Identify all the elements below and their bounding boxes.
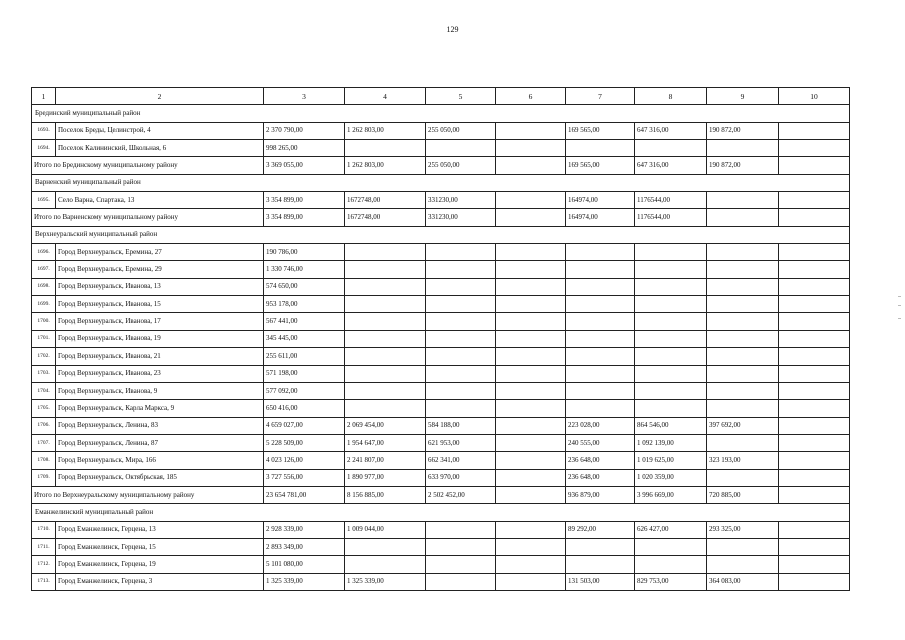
scan-mark (898, 296, 901, 297)
amount-cell: 345 445,00 (264, 330, 345, 347)
amount-cell: 577 092,00 (264, 382, 345, 399)
table-row (32, 261, 850, 278)
amount-cell (345, 244, 426, 261)
amount-cell (779, 469, 850, 486)
amount-cell (345, 382, 426, 399)
amount-cell (496, 157, 566, 174)
amount-cell (707, 538, 779, 555)
amount-cell: 1176544,00 (635, 209, 707, 226)
column-header: 3 (264, 88, 345, 105)
table-row (32, 556, 850, 573)
amount-cell: 1672748,00 (345, 192, 426, 209)
address-cell: Город Еманжелинск, Герцена, 13 (56, 521, 264, 538)
column-header: 2 (56, 88, 264, 105)
amount-cell (779, 348, 850, 365)
amount-cell: 255 050,00 (426, 157, 496, 174)
amount-cell (635, 330, 707, 347)
amount-cell (496, 209, 566, 226)
address-cell: Город Еманжелинск, Герцена, 19 (56, 556, 264, 573)
amount-cell (426, 400, 496, 417)
amount-cell: 1 325 339,00 (264, 573, 345, 590)
table-row (32, 122, 850, 139)
amount-cell: 2 241 807,00 (345, 452, 426, 469)
amount-cell (635, 244, 707, 261)
amount-cell (779, 434, 850, 451)
amount-cell (496, 469, 566, 486)
amount-cell: 4 659 027,00 (264, 417, 345, 434)
amount-cell (779, 365, 850, 382)
amount-cell (707, 382, 779, 399)
scan-mark (898, 305, 901, 306)
amount-cell (707, 330, 779, 347)
budget-table (31, 87, 850, 591)
table-row (32, 244, 850, 261)
amount-cell: 1 954 647,00 (345, 434, 426, 451)
amount-cell: 190 786,00 (264, 244, 345, 261)
address-cell: Город Верхнеуральск, Карла Маркса, 9 (56, 400, 264, 417)
amount-cell (566, 556, 635, 573)
amount-cell (635, 296, 707, 313)
amount-cell: 240 555,00 (566, 434, 635, 451)
amount-cell (779, 140, 850, 157)
amount-cell: 364 083,00 (707, 573, 779, 590)
amount-cell (426, 278, 496, 295)
row-number: 1696. (32, 244, 56, 261)
amount-cell (426, 261, 496, 278)
row-number: 1712. (32, 556, 56, 573)
amount-cell (707, 278, 779, 295)
amount-cell: 936 879,00 (566, 486, 635, 503)
table-row (32, 313, 850, 330)
amount-cell (496, 296, 566, 313)
amount-cell: 5 228 509,00 (264, 434, 345, 451)
amount-cell (779, 452, 850, 469)
amount-cell (496, 521, 566, 538)
amount-cell: 567 441,00 (264, 313, 345, 330)
address-cell: Поселок Калининский, Школьная, 6 (56, 140, 264, 157)
column-header: 8 (635, 88, 707, 105)
page-number: 129 (446, 25, 459, 34)
column-header: 9 (707, 88, 779, 105)
amount-cell (707, 400, 779, 417)
scan-mark (898, 318, 901, 319)
column-header: 1 (32, 88, 56, 105)
amount-cell (496, 261, 566, 278)
row-number: 1697. (32, 261, 56, 278)
column-header: 10 (779, 88, 850, 105)
table-row (32, 469, 850, 486)
amount-cell (779, 400, 850, 417)
amount-cell (426, 365, 496, 382)
amount-cell (707, 556, 779, 573)
address-cell: Город Верхнеуральск, Иванова, 21 (56, 348, 264, 365)
amount-cell: 23 654 781,00 (264, 486, 345, 503)
amount-cell: 223 028,00 (566, 417, 635, 434)
column-header: 4 (345, 88, 426, 105)
amount-cell (426, 244, 496, 261)
amount-cell (566, 382, 635, 399)
amount-cell (779, 122, 850, 139)
address-cell: Город Верхнеуральск, Ленина, 83 (56, 417, 264, 434)
amount-cell: 190 872,00 (707, 157, 779, 174)
amount-cell: 293 325,00 (707, 521, 779, 538)
row-number: 1703. (32, 365, 56, 382)
address-cell: Село Варна, Спартака, 13 (56, 192, 264, 209)
amount-cell (635, 538, 707, 555)
amount-cell (635, 140, 707, 157)
amount-cell: 633 970,00 (426, 469, 496, 486)
amount-cell (496, 382, 566, 399)
row-number: 1709. (32, 469, 56, 486)
amount-cell: 650 416,00 (264, 400, 345, 417)
amount-cell (779, 313, 850, 330)
row-number: 1694. (32, 140, 56, 157)
amount-cell: 3 354 899,00 (264, 192, 345, 209)
total-label: Итого по Варненскому муниципальному району (32, 209, 264, 226)
amount-cell (345, 140, 426, 157)
amount-cell (566, 261, 635, 278)
amount-cell (496, 244, 566, 261)
address-cell: Город Верхнеуральск, Иванова, 23 (56, 365, 264, 382)
amount-cell (345, 556, 426, 573)
amount-cell (779, 382, 850, 399)
amount-cell (426, 313, 496, 330)
amount-cell: 89 292,00 (566, 521, 635, 538)
amount-cell (426, 140, 496, 157)
amount-cell (345, 278, 426, 295)
amount-cell (707, 192, 779, 209)
table-row (32, 348, 850, 365)
row-number: 1695. (32, 192, 56, 209)
amount-cell: 1 325 339,00 (345, 573, 426, 590)
amount-cell: 164974,00 (566, 209, 635, 226)
amount-cell (345, 365, 426, 382)
section-title: Брединский муниципальный район (32, 105, 850, 122)
amount-cell (635, 382, 707, 399)
amount-cell (635, 313, 707, 330)
amount-cell (566, 400, 635, 417)
amount-cell: 397 692,00 (707, 417, 779, 434)
total-label: Итого по Верхнеуральскому муниципальному району (32, 486, 264, 503)
amount-cell (779, 296, 850, 313)
amount-cell: 1176544,00 (635, 192, 707, 209)
amount-cell (496, 122, 566, 139)
amount-cell: 3 369 055,00 (264, 157, 345, 174)
address-cell: Город Верхнеуральск, Октябрьская, 185 (56, 469, 264, 486)
row-number: 1710. (32, 521, 56, 538)
amount-cell: 3 996 669,00 (635, 486, 707, 503)
amount-cell: 2 069 454,00 (345, 417, 426, 434)
section-row (32, 504, 850, 521)
amount-cell (496, 573, 566, 590)
amount-cell (779, 573, 850, 590)
amount-cell: 236 648,00 (566, 469, 635, 486)
amount-cell: 2 928 339,00 (264, 521, 345, 538)
amount-cell (496, 434, 566, 451)
amount-cell (345, 296, 426, 313)
amount-cell: 584 188,00 (426, 417, 496, 434)
row-number: 1711. (32, 538, 56, 555)
table-row (32, 382, 850, 399)
amount-cell: 331230,00 (426, 192, 496, 209)
row-number: 1708. (32, 452, 56, 469)
amount-cell (779, 521, 850, 538)
amount-cell: 1 092 139,00 (635, 434, 707, 451)
amount-cell (496, 192, 566, 209)
amount-cell (635, 278, 707, 295)
amount-cell: 571 198,00 (264, 365, 345, 382)
amount-cell (496, 400, 566, 417)
amount-cell: 131 503,00 (566, 573, 635, 590)
table-row (32, 573, 850, 590)
table-row (32, 452, 850, 469)
amount-cell: 2 893 349,00 (264, 538, 345, 555)
amount-cell: 255 611,00 (264, 348, 345, 365)
amount-cell (566, 140, 635, 157)
amount-cell (635, 556, 707, 573)
amount-cell (496, 313, 566, 330)
amount-cell (496, 452, 566, 469)
amount-cell (779, 157, 850, 174)
address-cell: Город Верхнеуральск, Иванова, 9 (56, 382, 264, 399)
column-header: 7 (566, 88, 635, 105)
table-row (32, 140, 850, 157)
amount-cell: 953 178,00 (264, 296, 345, 313)
amount-cell: 647 316,00 (635, 157, 707, 174)
amount-cell: 4 023 126,00 (264, 452, 345, 469)
section-title: Варненский муниципальный район (32, 174, 850, 191)
row-number: 1707. (32, 434, 56, 451)
table-row (32, 296, 850, 313)
amount-cell (426, 573, 496, 590)
amount-cell: 864 546,00 (635, 417, 707, 434)
total-row (32, 486, 850, 503)
amount-cell: 1672748,00 (345, 209, 426, 226)
amount-cell (779, 538, 850, 555)
amount-cell (566, 538, 635, 555)
amount-cell (707, 348, 779, 365)
amount-cell (707, 261, 779, 278)
amount-cell: 626 427,00 (635, 521, 707, 538)
address-cell: Город Верхнеуральск, Еремина, 29 (56, 261, 264, 278)
amount-cell: 164974,00 (566, 192, 635, 209)
amount-cell (779, 192, 850, 209)
row-number: 1713. (32, 573, 56, 590)
amount-cell (635, 348, 707, 365)
amount-cell (779, 486, 850, 503)
amount-cell (779, 330, 850, 347)
amount-cell (707, 365, 779, 382)
amount-cell: 1 009 044,00 (345, 521, 426, 538)
amount-cell: 1 890 977,00 (345, 469, 426, 486)
row-number: 1705. (32, 400, 56, 417)
address-cell: Город Верхнеуральск, Иванова, 17 (56, 313, 264, 330)
amount-cell (707, 209, 779, 226)
amount-cell: 169 565,00 (566, 157, 635, 174)
amount-cell: 1 020 359,00 (635, 469, 707, 486)
address-cell: Город Верхнеуральск, Еремина, 27 (56, 244, 264, 261)
amount-cell (426, 330, 496, 347)
amount-cell (635, 261, 707, 278)
amount-cell (496, 538, 566, 555)
amount-cell (707, 434, 779, 451)
amount-cell: 3 354 899,00 (264, 209, 345, 226)
total-row (32, 209, 850, 226)
amount-cell (496, 140, 566, 157)
amount-cell (707, 313, 779, 330)
address-cell: Город Верхнеуральск, Иванова, 13 (56, 278, 264, 295)
amount-cell (566, 365, 635, 382)
amount-cell (426, 296, 496, 313)
amount-cell (635, 400, 707, 417)
address-cell: Город Верхнеуральск, Ленина, 87 (56, 434, 264, 451)
amount-cell (779, 209, 850, 226)
amount-cell: 323 193,00 (707, 452, 779, 469)
amount-cell (426, 521, 496, 538)
row-number: 1699. (32, 296, 56, 313)
amount-cell: 8 156 885,00 (345, 486, 426, 503)
address-cell: Город Верхнеуральск, Иванова, 19 (56, 330, 264, 347)
amount-cell (566, 244, 635, 261)
table-row (32, 400, 850, 417)
table-row (32, 538, 850, 555)
amount-cell: 662 341,00 (426, 452, 496, 469)
amount-cell (779, 278, 850, 295)
column-header: 5 (426, 88, 496, 105)
amount-cell: 2 370 790,00 (264, 122, 345, 139)
header-row (32, 88, 850, 105)
amount-cell: 236 648,00 (566, 452, 635, 469)
amount-cell (345, 538, 426, 555)
amount-cell: 5 101 080,00 (264, 556, 345, 573)
address-cell: Город Верхнеуральск, Мира, 166 (56, 452, 264, 469)
row-number: 1693. (32, 122, 56, 139)
amount-cell (496, 330, 566, 347)
amount-cell (779, 244, 850, 261)
amount-cell: 574 650,00 (264, 278, 345, 295)
amount-cell (496, 278, 566, 295)
row-number: 1704. (32, 382, 56, 399)
amount-cell (496, 417, 566, 434)
amount-cell (496, 556, 566, 573)
row-number: 1702. (32, 348, 56, 365)
amount-cell (566, 296, 635, 313)
table-row (32, 365, 850, 382)
address-cell: Город Еманжелинск, Герцена, 3 (56, 573, 264, 590)
amount-cell (496, 486, 566, 503)
amount-cell (426, 538, 496, 555)
row-number: 1706. (32, 417, 56, 434)
amount-cell (566, 330, 635, 347)
table-row (32, 417, 850, 434)
amount-cell: 720 885,00 (707, 486, 779, 503)
amount-cell: 190 872,00 (707, 122, 779, 139)
table-row (32, 278, 850, 295)
amount-cell: 169 565,00 (566, 122, 635, 139)
amount-cell (707, 469, 779, 486)
amount-cell (345, 348, 426, 365)
row-number: 1698. (32, 278, 56, 295)
amount-cell (345, 330, 426, 347)
amount-cell: 1 262 803,00 (345, 122, 426, 139)
amount-cell: 255 050,00 (426, 122, 496, 139)
amount-cell (496, 348, 566, 365)
amount-cell: 1 262 803,00 (345, 157, 426, 174)
amount-cell: 647 316,00 (635, 122, 707, 139)
amount-cell (566, 348, 635, 365)
total-label: Итого по Брединскому муниципальному району (32, 157, 264, 174)
amount-cell: 331230,00 (426, 209, 496, 226)
address-cell: Поселок Бреды, Целинстрой, 4 (56, 122, 264, 139)
address-cell: Город Еманжелинск, Герцена, 15 (56, 538, 264, 555)
amount-cell: 3 727 556,00 (264, 469, 345, 486)
amount-cell: 998 265,00 (264, 140, 345, 157)
amount-cell (566, 313, 635, 330)
amount-cell (707, 244, 779, 261)
amount-cell: 829 753,00 (635, 573, 707, 590)
table-row (32, 192, 850, 209)
section-title: Еманжелинский муниципальный район (32, 504, 850, 521)
section-row (32, 174, 850, 191)
table-row (32, 434, 850, 451)
table-row (32, 521, 850, 538)
amount-cell (345, 313, 426, 330)
amount-cell (779, 261, 850, 278)
amount-cell (426, 556, 496, 573)
amount-cell (496, 365, 566, 382)
amount-cell (566, 278, 635, 295)
total-row (32, 157, 850, 174)
amount-cell: 1 330 746,00 (264, 261, 345, 278)
column-header: 6 (496, 88, 566, 105)
amount-cell (779, 417, 850, 434)
amount-cell (345, 261, 426, 278)
section-title: Верхнеуральский муниципальный район (32, 226, 850, 243)
amount-cell (345, 400, 426, 417)
amount-cell: 2 502 452,00 (426, 486, 496, 503)
section-row (32, 226, 850, 243)
amount-cell (426, 382, 496, 399)
amount-cell (779, 556, 850, 573)
amount-cell: 1 019 625,00 (635, 452, 707, 469)
row-number: 1700. (32, 313, 56, 330)
address-cell: Город Верхнеуральск, Иванова, 15 (56, 296, 264, 313)
amount-cell (707, 140, 779, 157)
amount-cell: 621 953,00 (426, 434, 496, 451)
amount-cell (426, 348, 496, 365)
amount-cell (635, 365, 707, 382)
amount-cell (707, 296, 779, 313)
section-row (32, 105, 850, 122)
table-row (32, 330, 850, 347)
row-number: 1701. (32, 330, 56, 347)
